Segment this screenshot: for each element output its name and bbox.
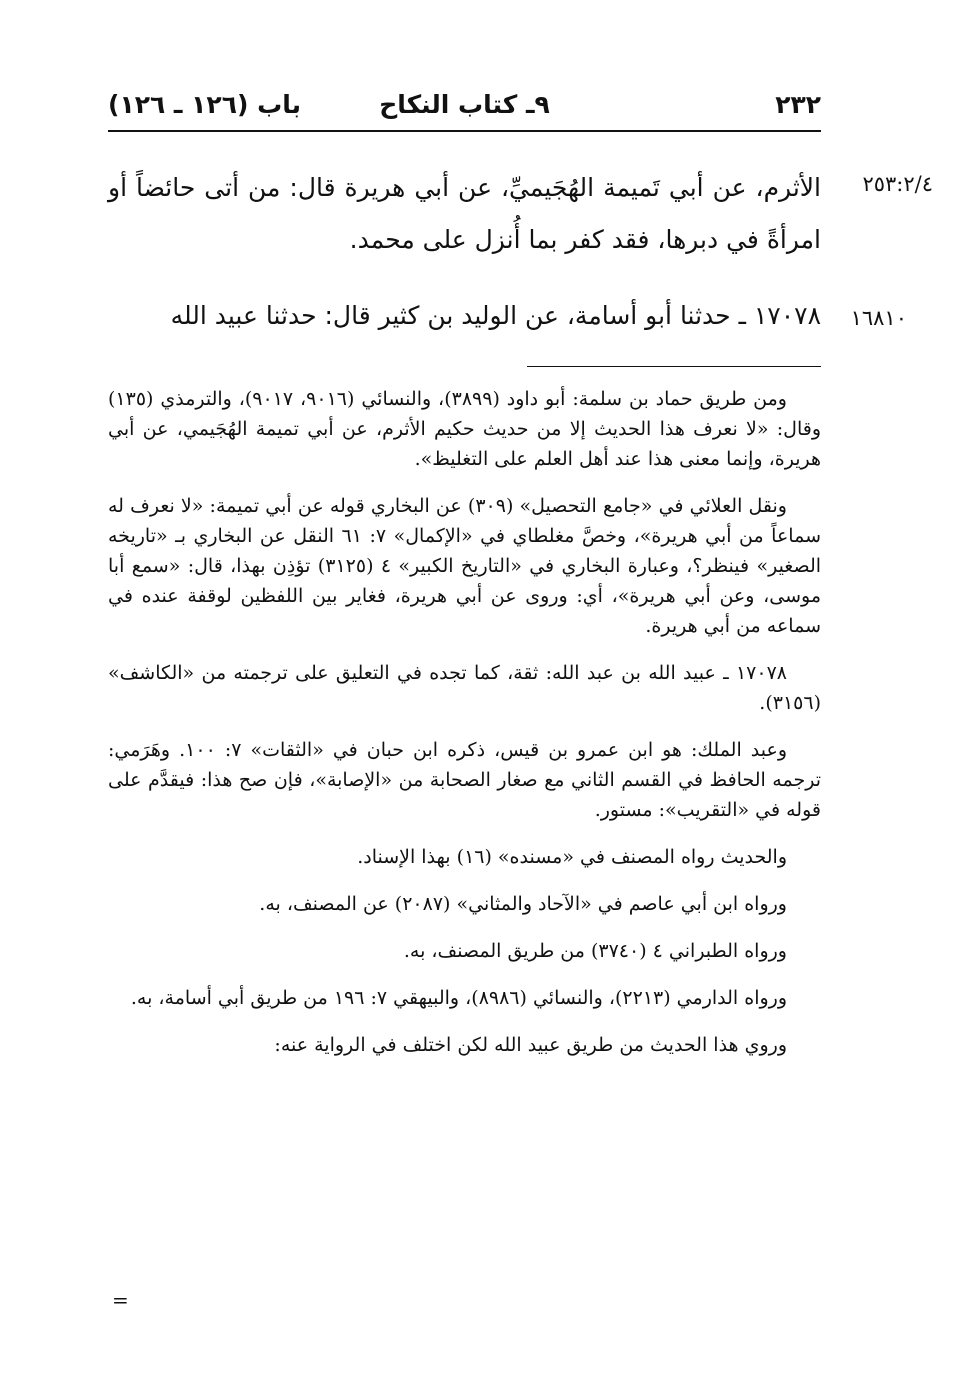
footnote-paragraph: ورواه الدارمي (٢٢١٣)، والنسائي (٨٩٨٦)، والبيهقي ٧: ١٩٦ من طريق أبي أسامة، به. — [130, 987, 787, 1009]
footnote-paragraph: والحديث رواه المصنف في «مسنده» (١٦) بهذا الإسناد. — [357, 846, 787, 868]
footnote-paragraph: ونقل العلائي في «جامع التحصيل» (٣٠٩) عن البخاري قوله عن أبي تميمة: «لا نعرف له سماعاً من أبي هريرة»، وخصَّ مغلطاي في «الإكمال» ٧: ٦١ النقل عن البخاري بـ «تاريخه الصغير» فينظر؟، وعبارة البخاري في «التاريخ الكبير» ٤ (٣١٢٥) تؤذِن بهذا، قال: «سمع أبا موسى، وعن أبي هريرة»، أي: وروى عن أبي هريرة، فغاير بين اللفظين لوقفة عنده في سماعه من أبي هريرة. — [108, 495, 822, 637]
chapter-range: باب (١٢٦ ـ ١٢٦) — [108, 90, 301, 119]
footnote-paragraph: وروي هذا الحديث من طريق عبيد الله لكن اختلف في الرواية عنه: — [274, 1034, 787, 1056]
footnote-paragraph: ومن طريق حماد بن سلمة: أبو داود (٣٨٩٩)، والنسائي (٩٠١٦، ٩٠١٧)، والترمذي (١٣٥) وقال: «لا نعرف هذا الحديث إلا من حديث حكيم الأثرم، عن أبي تميمة الهُجَيمي، عن أبي هريرة، وإنما معنى هذا عند أهل العلم على التغليظ». — [108, 388, 821, 470]
continuation-mark: = — [112, 1288, 129, 1312]
reference-number: ١٦٨١٠ — [850, 306, 907, 330]
main-text-paragraph: الأثرم، عن أبي تَميمة الهُجَيميِّ، عن أبي هريرة قال: من أتى حائضاً أو امرأةً في دبرها، فقد كفر بما أُنزل على محمد. — [108, 173, 821, 254]
footnote-paragraph: ١٧٠٧٨ ـ عبيد الله بن عبد الله: ثقة، كما تجده في التعليق على ترجمته من «الكاشف» (٣١٥٦). — [108, 662, 821, 714]
footnotes — [108, 384, 821, 1077]
page-number: ٢٣٢ — [775, 90, 821, 119]
page-header — [108, 86, 821, 132]
footnote-paragraph: ورواه الطبراني ٤ (٣٧٤٠) من طريق المصنف، به. — [403, 940, 787, 962]
footnote-paragraph: ورواه ابن أبي عاصم في «الآحاد والمثاني» (٢٠٨٧) عن المصنف، به. — [259, 893, 787, 915]
reference-number: ٢٥٣:٢/٤ — [862, 172, 933, 196]
footnote-paragraph: وعبد الملك: هو ابن عمرو بن قيس، ذكره ابن حبان في «الثقات» ٧: ١٠٠. وهَرَمي: ترجمه الحافظ في القسم الثاني مع صغار الصحابة من «الإصابة»، فإن صح هذا: فيقدَّم على قوله في «التقريب»: مستور. — [108, 739, 821, 821]
footnote-separator — [527, 366, 821, 367]
book-title: ٩ـ كتاب النكاح — [379, 90, 550, 119]
hadith-text: ١٧٠٧٨ ـ حدثنا أبو أسامة، عن الوليد بن كثير قال: حدثنا عبيد الله — [170, 301, 821, 330]
